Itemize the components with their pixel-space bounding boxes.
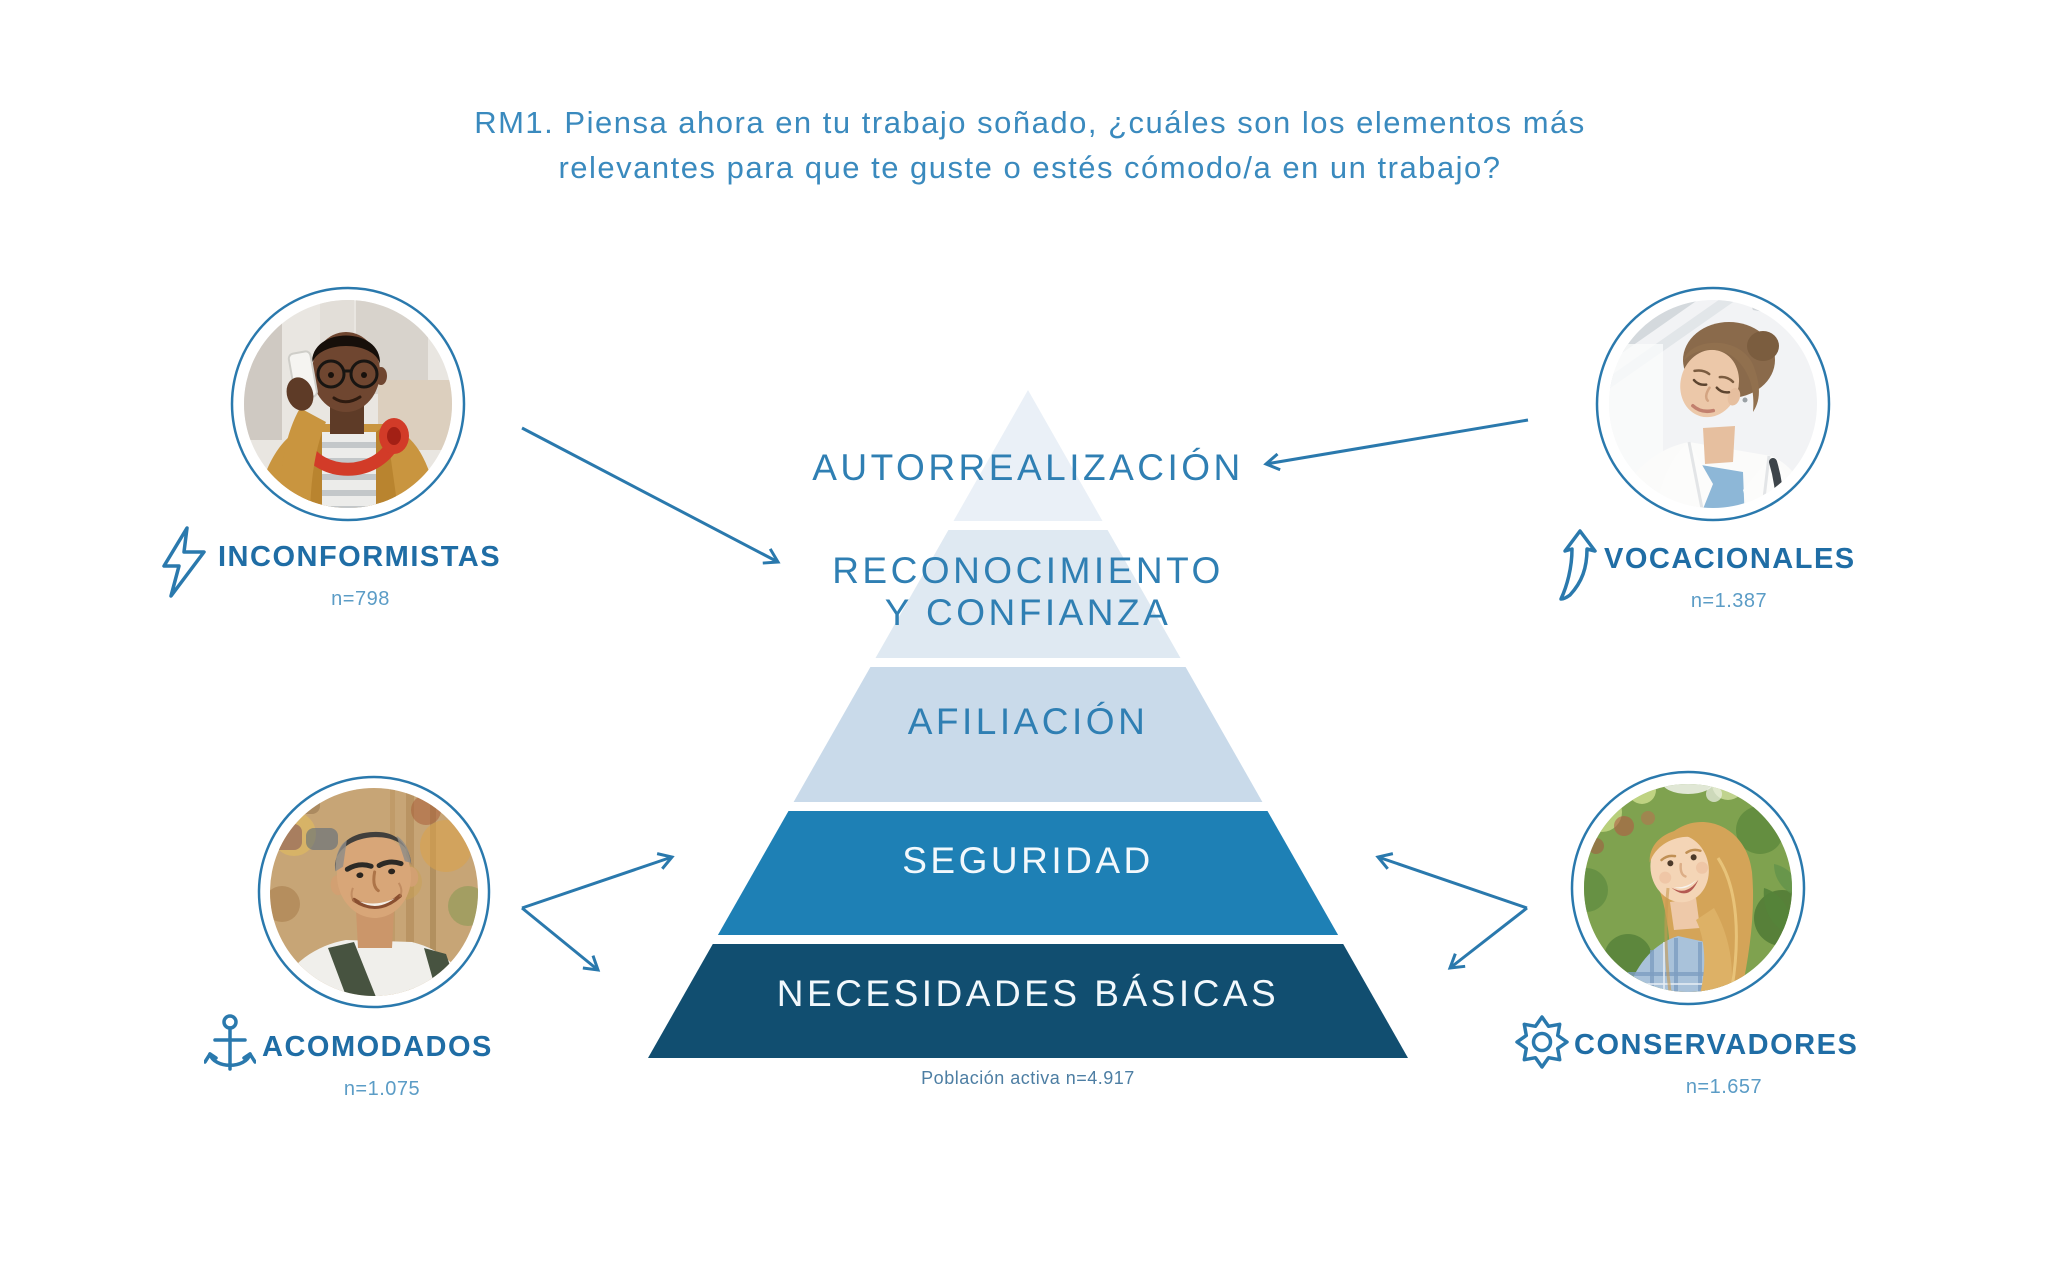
question-title-line2: relevantes para que te guste o estés cómodo/a en un trabajo? xyxy=(558,150,1502,185)
label-seguridad: SEGURIDAD xyxy=(902,840,1154,881)
label-autorrealizacion: AUTORREALIZACIÓN xyxy=(812,447,1244,488)
lightning-icon xyxy=(156,524,212,600)
persona-name-vocacionales: VOCACIONALES xyxy=(1604,543,1856,575)
question-title-line1: RM1. Piensa ahora en tu trabajo soñado, ¿cuáles son los elementos más xyxy=(474,105,1586,140)
acomodados-photo xyxy=(254,772,494,1012)
persona-name-inconformistas: INCONFORMISTAS xyxy=(218,541,502,573)
population-caption: Población activa n=4.917 xyxy=(921,1068,1135,1088)
persona-n-conservadores: n=1.657 xyxy=(1685,1076,1763,1098)
label-reconocimiento-y-confianza: RECONOCIMIENTO Y CONFIANZA xyxy=(832,550,1224,633)
label-necesidades-basicas: NECESIDADES BÁSICAS xyxy=(776,973,1280,1014)
persona-name-acomodados: ACOMODADOS xyxy=(262,1031,493,1063)
persona-n-vocacionales: n=1.387 xyxy=(1690,590,1768,612)
vocacionales-photo xyxy=(1593,284,1833,524)
arrow-acomodados-to-necesidades xyxy=(522,908,598,970)
persona-n-inconformistas: n=798 xyxy=(331,588,390,610)
anchor-icon xyxy=(204,1012,256,1084)
curved-up-arrow-icon xyxy=(1554,528,1606,602)
arrow-conservadores-to-necesidades xyxy=(1450,908,1527,968)
conservadores-photo xyxy=(1568,768,1808,1008)
persona-name-conservadores: CONSERVADORES xyxy=(1574,1029,1859,1061)
gear-icon xyxy=(1512,1012,1572,1072)
question-title xyxy=(330,100,1730,190)
persona-n-acomodados: n=1.075 xyxy=(343,1078,421,1100)
inconformistas-photo xyxy=(228,284,468,524)
label-afiliacion: AFILIACIÓN xyxy=(907,701,1149,742)
